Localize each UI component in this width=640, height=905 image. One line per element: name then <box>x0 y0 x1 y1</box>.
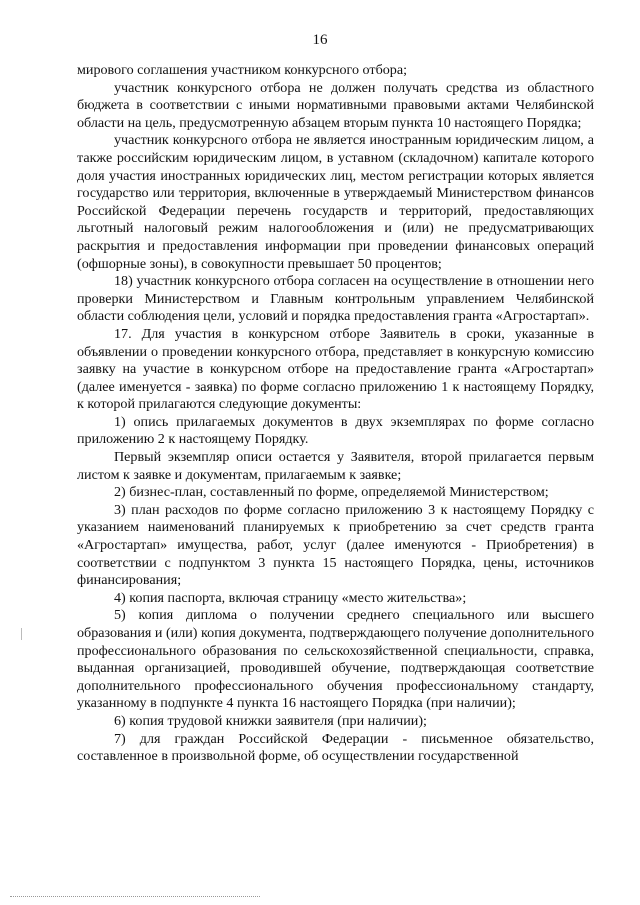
paragraph: 4) копия паспорта, включая страницу «место жительства»; <box>114 589 467 606</box>
paragraph: 7) для граждан Российской Федерации - письменное обязательство, составленное в произвольной форме, об осуществлении государственной <box>77 730 594 765</box>
paragraph: 3) план расходов по форме согласно приложению 3 к настоящему Порядку с указанием наименований планируемых к приобретению за счет средств гранта «Агростартап» имущества, работ, услуг (далее именуются - Приобретения) в соответствии с подпунктом 3 пункта 15 настоящего Порядка, цены, источников финансирования; <box>77 501 594 589</box>
scan-margin-mark <box>21 628 25 640</box>
paragraph: 1) опись прилагаемых документов в двух экземплярах по форме согласно приложению 2 к настоящему Порядку. <box>77 413 594 448</box>
paragraph: Первый экземпляр описи остается у Заявителя, второй прилагается первым листом к заявке и документам, прилагаемым к заявке; <box>77 449 594 483</box>
paragraph: мирового соглашения участником конкурсного отбора; <box>77 62 408 78</box>
paragraph: участник конкурсного отбора не должен получать средства из областного бюджета в соответствии с иными нормативными правовыми актами Челябинской области на цель, предусмотренную абзацем вторым пункта 10 настоящего Порядка; <box>77 79 594 131</box>
paragraph: 2) бизнес-план, составленный по форме, определяемой Министерством; <box>114 484 549 501</box>
paragraph: 18) участник конкурсного отбора согласен на осуществление в отношении него проверки Министерством и Главным контрольным управлением Челябинской области соблюдения цели, условий и порядка предоставления гранта «Агростартап». <box>77 273 594 325</box>
page-number: 16 <box>312 32 328 48</box>
document-body <box>77 62 594 766</box>
paragraph: 5) копия диплома о получении среднего специального или высшего образования и (или) копия документа, подтверждающего получение дополнительного профессионального образования по сельскохозяйственной специальности, справка, выданная организацией, проводившей обучение, подтверждающая соответствие дополнительного профессионального обучения профессиональному стандарту, указанному в подпункте 4 пункта 16 настоящего Порядка (при наличии); <box>77 607 594 712</box>
paragraph: 17. Для участия в конкурсном отборе Заявитель в сроки, указанные в объявлении о проведении конкурсного отбора, представляет в конкурсную комиссию заявку на участие в конкурсном отборе на предоставление гранта «Агростартап» (далее именуется - заявка) по форме согласно приложению 1 к настоящему Порядку, к которой прилагаются следующие документы: <box>77 325 594 413</box>
scan-bottom-rule <box>10 896 260 897</box>
paragraph: участник конкурсного отбора не является иностранным юридическим лицом, а также российским юридическим лицом, в уставном (складочном) капитале которого доля участия иностранных юридических лиц, местом регистрации которых является государство или территория, включенные в утверждаемый Министерством финансов Российской Федерации перечень государств и территорий, предоставляющих льготный налоговый режим налогообложения и (или) не предусматривающих раскрытия и предоставления информации при проведении финансовых операций (офшорные зоны), в совокупности превышает 50 процентов; <box>77 132 594 272</box>
paragraph: 6) копия трудовой книжки заявителя (при наличии); <box>114 712 427 729</box>
